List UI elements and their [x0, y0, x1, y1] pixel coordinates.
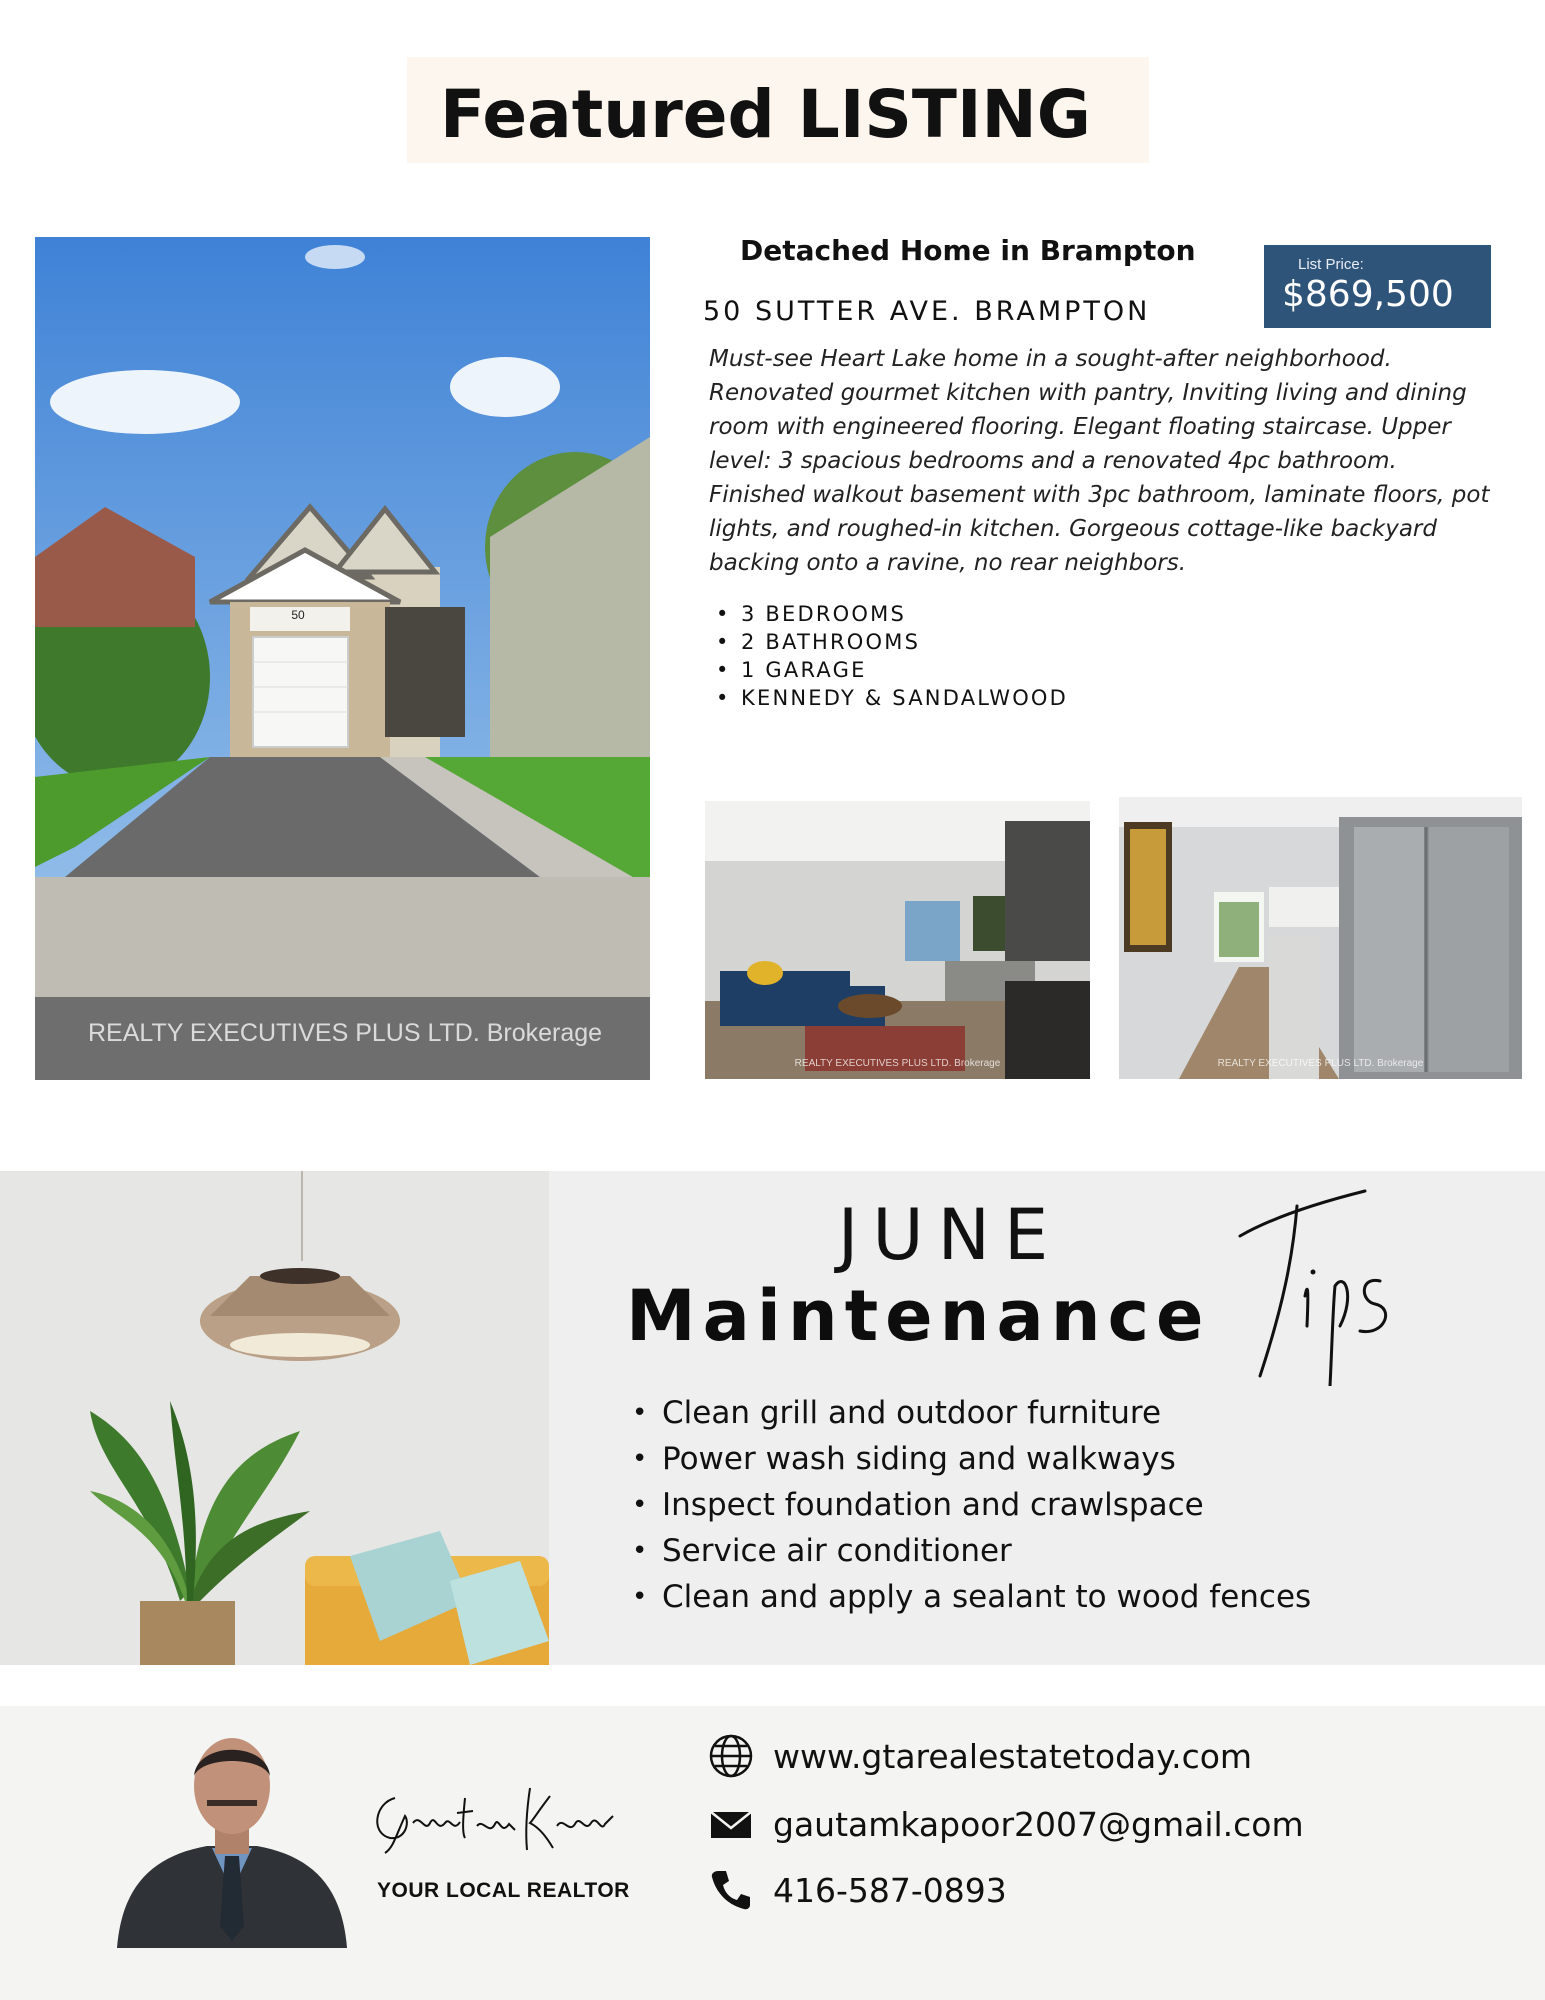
price-badge [1264, 245, 1491, 328]
phone-icon [708, 1867, 754, 1913]
page-title: Featured LISTING [440, 76, 1091, 153]
tip-item: • Inspect foundation and crawlspace [632, 1482, 1311, 1528]
agent-tagline: YOUR LOCAL REALTOR [377, 1879, 630, 1902]
phone-link[interactable]: 416-587-0893 [773, 1870, 1007, 1910]
photo-watermark: REALTY EXECUTIVES PLUS LTD. Brokerage [794, 1058, 1001, 1069]
feature-item: • 3 BEDROOMS [716, 600, 1068, 628]
feature-item: • 1 GARAGE [716, 656, 1068, 684]
email-link[interactable]: gautamkapoor2007@gmail.com [773, 1804, 1304, 1844]
tip-item: • Power wash siding and walkways [632, 1436, 1311, 1482]
tips-list [632, 1390, 1311, 1620]
envelope-icon [708, 1801, 754, 1847]
house-exterior-photo [35, 237, 650, 1080]
listing-description: Must-see Heart Lake home in a sought-after neighborhood. Renovated gourmet kitchen with pantry, Inviting living and dining room with engineered flooring. Elegant floating staircase. Upper level: 3 spacious bedrooms and a renovated 4pc bathroom. Finished walkout basement with 3pc bathroom, laminate floors, pot lights, and roughed-in kitchen. Gorgeous cottage-like backyard backing onto a ravine, no rear neighbors. [709, 346, 1490, 576]
tip-item: • Service air conditioner [632, 1528, 1311, 1574]
contact-website-row [708, 1734, 1252, 1778]
feature-item: • 2 BATHROOMS [716, 628, 1068, 656]
tips-month: JUNE [837, 1194, 1063, 1276]
kitchen-photo [1119, 797, 1522, 1079]
listing-title: Detached Home in Brampton [740, 234, 1196, 267]
tips-heading: Maintenance [626, 1275, 1211, 1357]
price-value: $869,500 [1282, 274, 1454, 315]
feature-item: • KENNEDY & SANDALWOOD [716, 684, 1068, 712]
website-link[interactable]: www.gtarealestatetoday.com [773, 1736, 1253, 1776]
contact-phone-row [708, 1868, 1007, 1912]
agent-signature [365, 1778, 617, 1856]
agent-portrait [112, 1716, 352, 1948]
room-decor-image [0, 1171, 549, 1665]
tip-item: • Clean and apply a sealant to wood fences [632, 1574, 1311, 1620]
globe-icon [708, 1733, 754, 1779]
photo-watermark: REALTY EXECUTIVES PLUS LTD. Brokerage [1217, 1058, 1424, 1069]
tip-item: • Clean grill and outdoor furniture [632, 1390, 1311, 1436]
price-label: List Price: [1298, 256, 1364, 273]
living-room-photo [705, 801, 1090, 1079]
tips-script-word [1235, 1186, 1415, 1386]
house-number: 50 [291, 608, 305, 622]
contact-email-row [708, 1802, 1304, 1846]
feature-list [716, 600, 1068, 712]
photo-watermark: REALTY EXECUTIVES PLUS LTD. Brokerage [88, 1019, 603, 1047]
listing-address: 50 SUTTER AVE. BRAMPTON [703, 296, 1151, 327]
